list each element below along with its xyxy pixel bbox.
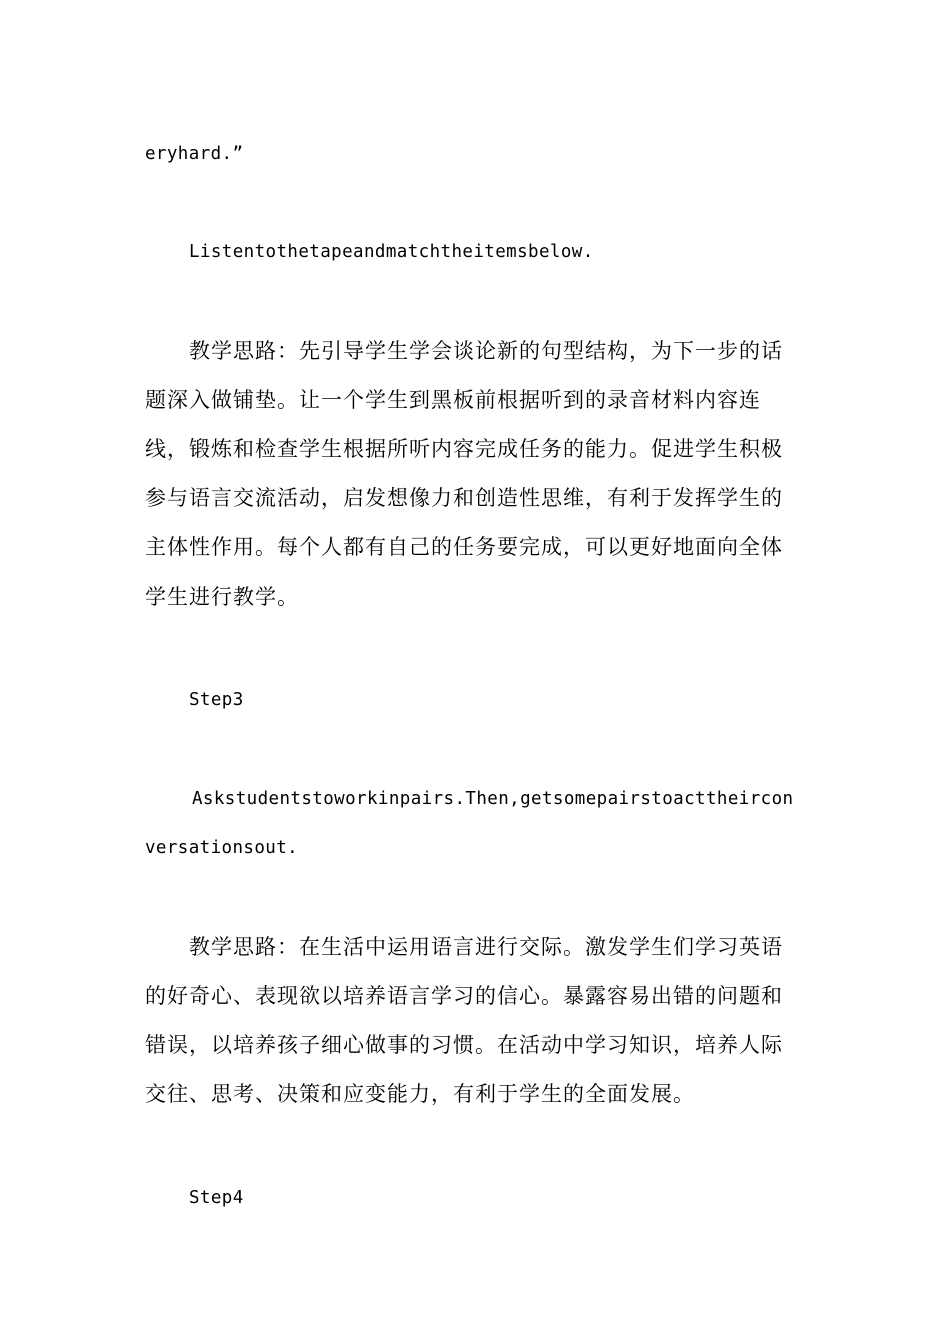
teaching-idea-1-line-3: 线，锻炼和检查学生根据所听内容完成任务的能力。促进学生积极 bbox=[145, 437, 783, 461]
teaching-idea-2-line-4: 交往、思考、决策和应变能力，有利于学生的全面发展。 bbox=[145, 1082, 695, 1106]
teaching-idea-1-line-5: 主体性作用。每个人都有自己的任务要完成，可以更好地面向全体 bbox=[145, 535, 783, 559]
step4-heading: Step4 bbox=[189, 1188, 244, 1208]
teaching-idea-1-line-6: 学生进行教学。 bbox=[145, 585, 299, 609]
teaching-idea-1-line-2: 题深入做铺垫。让一个学生到黑板前根据听到的录音材料内容连 bbox=[145, 388, 761, 412]
teaching-idea-2-line-2: 的好奇心、表现欲以培养语言学习的信心。暴露容易出错的问题和 bbox=[145, 984, 783, 1008]
teaching-idea-1-line-1: 教学思路：先引导学生学会谈论新的句型结构，为下一步的话 bbox=[189, 339, 783, 363]
listen-instruction-line-1: Listentothetapeandmatchtheitemsbelow. bbox=[189, 242, 594, 262]
teaching-idea-1-line-4: 参与语言交流活动，启发想像力和创造性思维，有利于发挥学生的 bbox=[145, 486, 783, 510]
teaching-idea-2-line-3: 错误，以培养孩子细心做事的习惯。在活动中学习知识，培养人际 bbox=[145, 1033, 783, 1057]
continued-quote-line-1: eryhard.” bbox=[145, 144, 244, 164]
teaching-idea-2-line-1: 教学思路：在生活中运用语言进行交际。激发学生们学习英语 bbox=[189, 935, 783, 959]
pair-work-instruction-line-2: versationsout. bbox=[145, 838, 299, 858]
pair-work-instruction-line-1: Askstudentstoworkinpairs.Then,getsomepairstoacttheircon bbox=[192, 789, 794, 809]
step3-heading: Step3 bbox=[189, 690, 244, 710]
